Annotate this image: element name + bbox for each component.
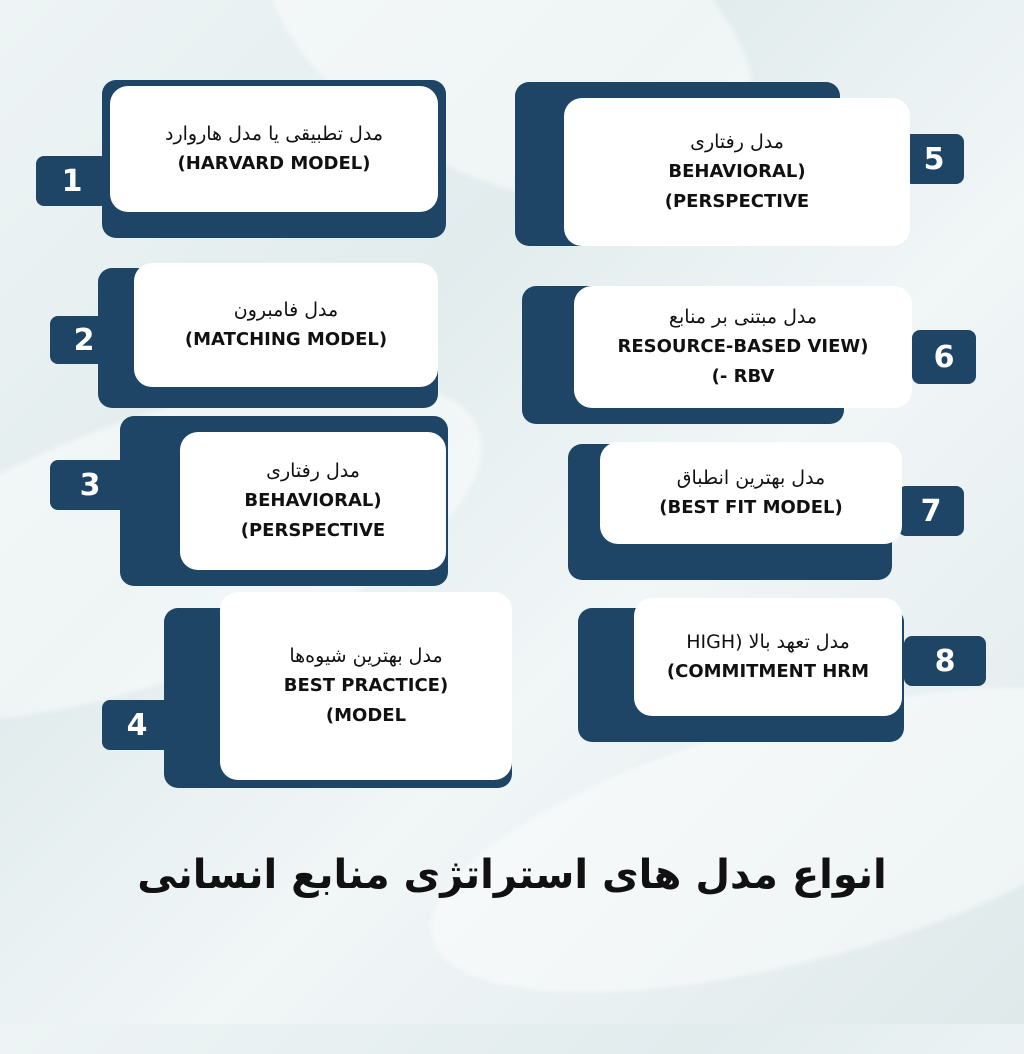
item-persian-title: مدل رفتاری	[690, 131, 784, 153]
item-english-line-1: (MATCHING MODEL)	[184, 329, 388, 350]
item-english-line-2: (PERSPECTIVE	[664, 191, 810, 212]
item-persian-title: مدل تعهد بالا (HIGH	[686, 631, 850, 653]
item-persian-title: مدل مبتنی بر منابع	[668, 306, 818, 328]
item-persian-title: مدل تطبیقی یا مدل هاروارد	[164, 123, 383, 145]
card-content	[634, 598, 902, 716]
page-title: انواع مدل های استراتژی منابع انسانی	[137, 852, 887, 898]
item-number-badge: 7	[898, 486, 964, 536]
item-number-badge: 8	[904, 636, 986, 686]
item-english-line-1: BEST PRACTICE)	[283, 675, 449, 696]
item-persian-title: مدل رفتاری	[266, 460, 360, 482]
item-number-badge: 6	[912, 330, 976, 384]
card-content	[600, 442, 902, 544]
card-content	[564, 98, 910, 246]
item-persian-title: مدل بهترین انطباق	[676, 467, 826, 489]
card-content	[220, 592, 512, 780]
item-number-badge: 5	[904, 134, 964, 184]
item-number-badge: 1	[36, 156, 108, 206]
item-english-line-1: (COMMITMENT HRM	[666, 661, 870, 682]
item-english-line-1: (HARVARD MODEL)	[177, 153, 371, 174]
item-english-line-2: (PERSPECTIVE	[240, 520, 386, 541]
card-content	[574, 286, 912, 408]
item-english-line-1: BEHAVIORAL)	[244, 490, 382, 511]
item-english-line-2: (- RBV	[711, 366, 775, 387]
item-english-line-2: (MODEL	[325, 705, 407, 726]
item-persian-title: مدل بهترین شیوه‌ها	[289, 645, 443, 667]
item-number-badge: 3	[50, 460, 130, 510]
item-number-badge: 2	[50, 316, 118, 364]
card-content	[110, 86, 438, 212]
card-content	[134, 263, 438, 387]
card-content	[180, 432, 446, 570]
item-number-badge: 4	[102, 700, 172, 750]
item-english-line-1: (BEST FIT MODEL)	[659, 497, 843, 518]
item-persian-title: مدل فامبرون	[233, 299, 339, 321]
item-english-line-1: RESOURCE-BASED VIEW)	[617, 336, 869, 357]
item-english-line-1: BEHAVIORAL)	[668, 161, 806, 182]
